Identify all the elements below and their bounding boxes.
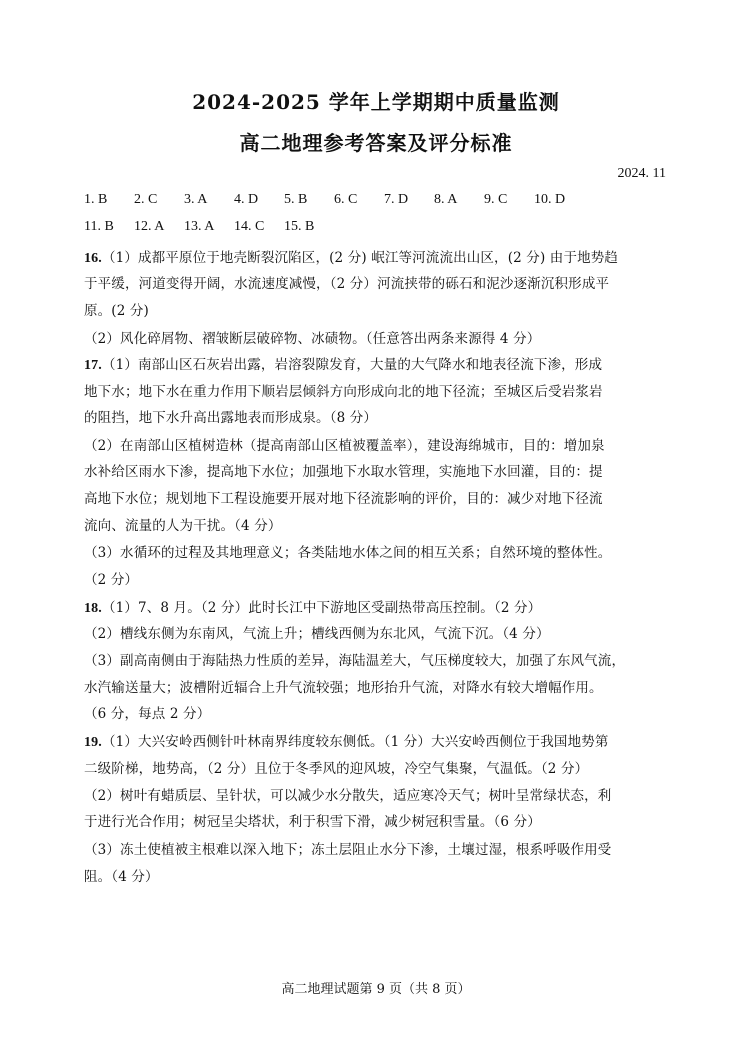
answer-line — [84, 406, 684, 426]
answer-text: （2）风化碎屑物、褶皱断层破碎物、冰碛物。（任意答出两条来源得 4 分） — [84, 331, 541, 347]
answer-text: 水补给区雨水下渗，提高地下水位；加强地下水取水管理，实施地下水回灌，目的：提 — [84, 464, 603, 480]
answer-text: （2）树叶有蜡质层、呈针状，可以减少水分散失，适应寒冷天气；树叶呈常绿状态，利 — [84, 788, 612, 804]
answer-line — [84, 246, 684, 267]
choice-answers-row-1 — [84, 192, 584, 208]
answer-line — [84, 272, 684, 292]
answer-text: （2）在南部山区植树造林（提高南部山区植被覆盖率），建设海绵城市，目的：增加泉 — [84, 438, 605, 454]
answer-text: 于平缓，河道变得开阔，水流速度减慢，（2 分）河流挟带的砾石和泥沙逐渐沉积形成平 — [84, 276, 610, 292]
choice-answer: 10. D — [534, 192, 566, 207]
answer-line — [84, 487, 684, 507]
answer-text: 二级阶梯，地势高，（2 分）且位于冬季风的迎风坡，冷空气集聚，气温低。（2 分） — [84, 761, 589, 777]
answer-text: 原。(2 分) — [84, 303, 149, 319]
answer-line — [84, 702, 684, 722]
answer-text: （3）副高南侧由于海陆热力性质的差异，海陆温差大，气压梯度较大，加强了东风气流， — [84, 653, 626, 669]
answer-text: 高地下水位；规划地下工程设施要开展对地下径流影响的评价，目的：减少对地下径流 — [84, 491, 603, 507]
answer-text: （6 分，每点 2 分） — [84, 706, 211, 722]
answer-line — [84, 757, 684, 777]
answer-line — [84, 649, 684, 669]
choice-answer: 12. A — [134, 219, 165, 234]
answer-text: 阻。（4 分） — [84, 869, 159, 885]
answer-text: （1）大兴安岭西侧针叶林南界纬度较东侧低。（1 分）大兴安岭西侧位于我国地势第 — [101, 734, 609, 750]
answer-line — [84, 730, 684, 751]
question-number: 19. — [84, 735, 102, 750]
answer-line — [84, 541, 684, 561]
choice-answer: 1. B — [84, 192, 108, 207]
answer-line — [84, 596, 684, 617]
answer-text: 地下水；地下水在重力作用下顺岩层倾斜方向形成向北的地下径流；至城区后受岩浆岩 — [84, 384, 603, 400]
answer-text: 流向、流量的人为干扰。（4 分） — [84, 518, 282, 534]
answer-line — [84, 434, 684, 454]
answer-line — [84, 299, 684, 319]
answer-line — [84, 838, 684, 858]
answer-text: 水汽输送量大；波槽附近辐合上升气流较强；地形抬升气流，对降水有较大增幅作用。 — [84, 680, 603, 696]
choice-answers-row-2 — [84, 219, 334, 235]
answer-text: 于进行光合作用；树冠呈尖塔状，利于积雪下滑，减少树冠积雪量。（6 分） — [84, 814, 541, 830]
answer-line — [84, 568, 684, 588]
choice-answer: 13. A — [184, 219, 215, 234]
answer-text: （2）槽线东侧为东南风，气流上升；槽线西侧为东北风，气流下沉。（4 分） — [84, 626, 550, 642]
answer-text: （1）南部山区石灰岩出露，岩溶裂隙发育，大量的大气降水和地表径流下渗，形成 — [101, 357, 603, 373]
answer-text: 的阻挡，地下水升高出露地表而形成泉。（8 分） — [84, 410, 378, 426]
choice-answer: 6. C — [334, 192, 358, 207]
question-number: 16. — [84, 251, 102, 266]
answer-line — [84, 380, 684, 400]
answer-text: （1）7、8 月。（2 分）此时长江中下游地区受副热带高压控制。（2 分） — [101, 600, 542, 616]
choice-answer: 11. B — [84, 219, 114, 234]
page-subtitle: 高二地理参考答案及评分标准 — [239, 131, 513, 155]
choice-answer: 14. C — [234, 219, 265, 234]
answer-line — [84, 353, 684, 374]
question-number: 18. — [84, 601, 102, 616]
choice-answer: 8. A — [434, 192, 458, 207]
document-date: 2024. 11 — [617, 166, 666, 181]
answer-line — [84, 865, 684, 885]
choice-answer: 7. D — [384, 192, 409, 207]
choice-answer: 2. C — [134, 192, 158, 207]
answer-line — [84, 460, 684, 480]
choice-answer: 9. C — [484, 192, 508, 207]
answer-line — [84, 327, 684, 347]
page-title: 2024-2025 学年上学期期中质量监测 — [192, 90, 560, 114]
answer-line — [84, 784, 684, 804]
choice-answer: 4. D — [234, 192, 259, 207]
answer-line — [84, 514, 684, 534]
question-number: 17. — [84, 358, 102, 373]
choice-answer: 3. A — [184, 192, 208, 207]
answer-text: （2 分） — [84, 572, 139, 588]
answer-line — [84, 676, 684, 696]
answer-text: （3）冻土使植被主根难以深入地下；冻土层阻止水分下渗，土壤过湿，根系呼吸作用受 — [84, 842, 612, 858]
choice-answer: 15. B — [284, 219, 315, 234]
choice-answer: 5. B — [284, 192, 308, 207]
answer-line — [84, 810, 684, 830]
answer-text: （3）水循环的过程及其地理意义；各类陆地水体之间的相互关系；自然环境的整体性。 — [84, 545, 612, 561]
page-footer: 高二地理试题第 9 页（共 8 页） — [281, 982, 471, 997]
answer-line — [84, 622, 684, 642]
answer-text: （1）成都平原位于地壳断裂沉陷区，(2 分) 岷江等河流流出山区，(2 分) 由于地势趋 — [101, 250, 619, 266]
